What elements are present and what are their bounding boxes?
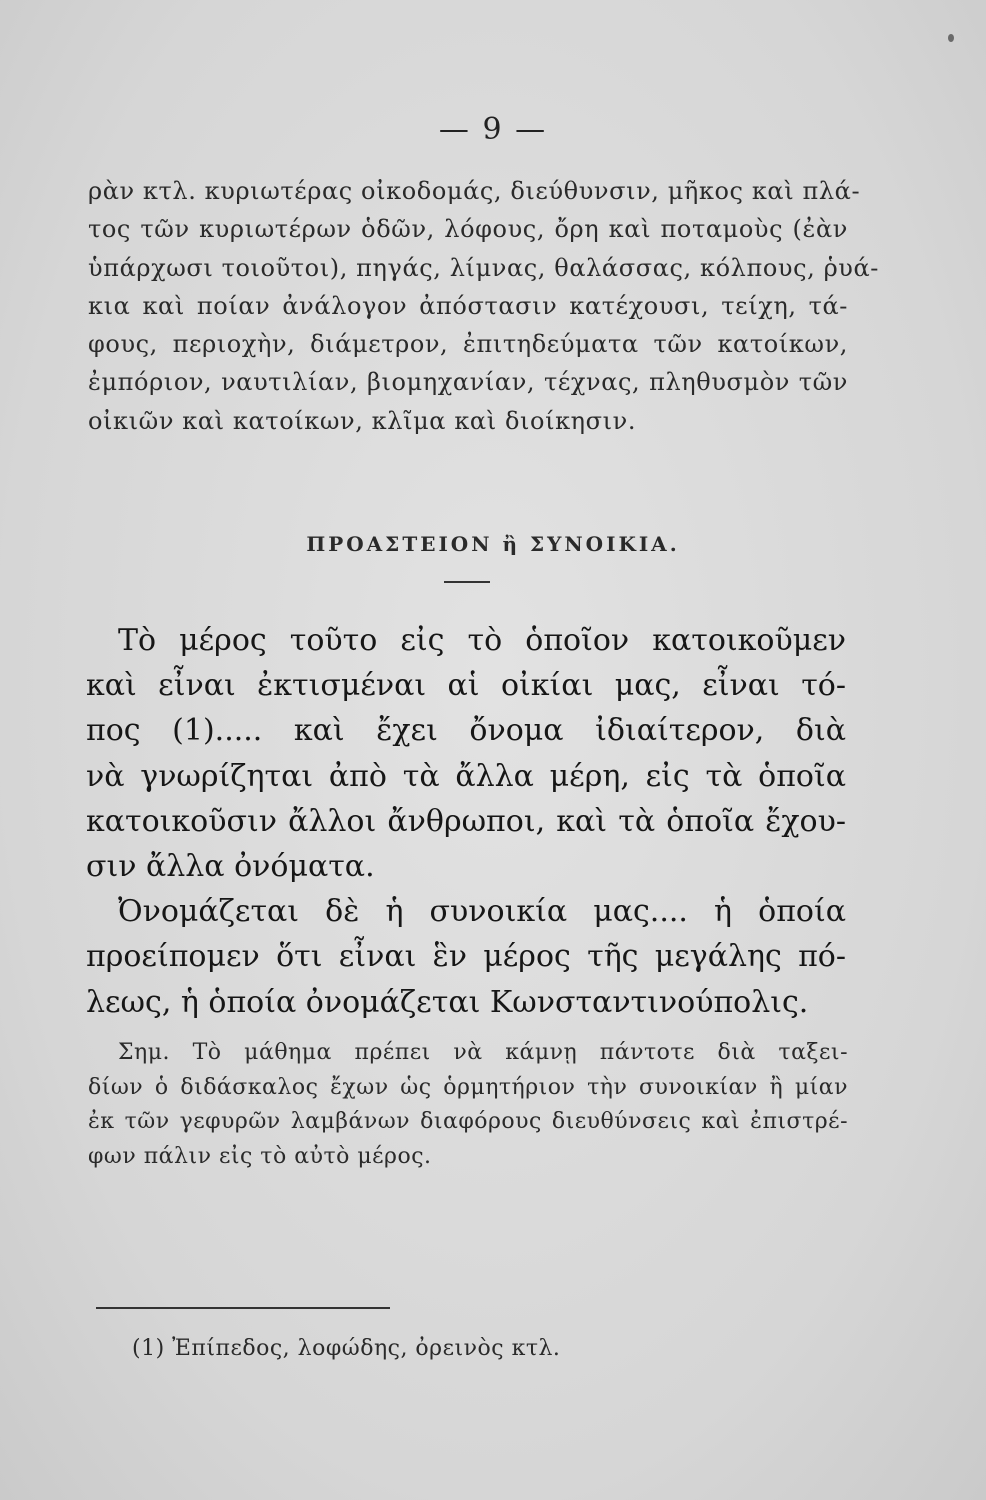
body-line: σιν ἄλλα ὀνόματα. xyxy=(86,849,375,885)
note-line: Σημ. Τὸ μάθημα πρέπει νὰ κάμνῃ πάντοτε διὰ ταξει- xyxy=(118,1040,848,1065)
intro-line: φους, περιοχὴν, διάμετρον, ἐπιτηδεύματα τῶν κατοίκων, xyxy=(88,330,848,359)
intro-paragraph xyxy=(88,172,879,440)
body-line: Ὀνομάζεται δὲ ἡ συνοικία μας.... ἡ ὁποία xyxy=(118,894,846,930)
footnote-divider xyxy=(96,1307,390,1309)
body-line: πος (1)..... καὶ ἔχει ὄνομα ἰδιαίτερον, διὰ xyxy=(86,713,846,749)
body-line: νὰ γνωρίζηται ἀπὸ τὰ ἄλλα μέρη, εἰς τὰ ὁποῖα xyxy=(86,758,846,794)
footnote: (1) Ἐπίπεδος, λοφώδης, ὀρεινὸς κτλ. xyxy=(132,1336,561,1361)
body-line: προείπομεν ὅτι εἶναι ἓν μέρος τῆς μεγάλης πό- xyxy=(86,939,846,975)
note-line: ἐκ τῶν γεφυρῶν λαμβάνων διαφόρους διευθύνσεις καὶ ἐπιστρέ- xyxy=(88,1109,848,1134)
body-line: κατοικοῦσιν ἄλλοι ἄνθρωποι, καὶ τὰ ὁποῖα ἔχου- xyxy=(86,803,846,839)
main-paragraph xyxy=(86,618,846,1025)
note-line: φων πάλιν εἰς τὸ αὐτὸ μέρος. xyxy=(88,1143,432,1169)
intro-line: τος τῶν κυριωτέρων ὁδῶν, λόφους, ὄρη καὶ ποταμοὺς (ἐὰν xyxy=(88,215,848,244)
heading-divider xyxy=(444,581,490,583)
body-line: λεως, ἡ ὁποία ὀνομάζεται Κωνσταντινούπολις. xyxy=(86,984,809,1020)
body-line: καὶ εἶναι ἐκτισμέναι αἱ οἰκίαι μας, εἶναι τό- xyxy=(86,668,846,704)
intro-line: ἐμπόριον, ναυτιλίαν, βιομηχανίαν, τέχνας, πληθυσμὸν τῶν xyxy=(88,368,848,397)
intro-line: ὑπάρχωσι τοιοῦτοι), πηγάς, λίμνας, θαλάσσας, κόλπους, ῥυά- xyxy=(88,253,879,282)
section-heading: ΠΡΟΑΣΤΕΙΟΝ ἢ ΣΥΝΟΙΚΙΑ. xyxy=(306,532,680,556)
intro-line: ρὰν κτλ. κυριωτέρας οἰκοδομάς, διεύθυνσιν, μῆκος καὶ πλά- xyxy=(88,177,861,205)
intro-line: κια καὶ ποίαν ἀνάλογον ἀπόστασιν κατέχουσι, τείχη, τά- xyxy=(88,291,848,320)
ink-speck xyxy=(948,34,954,42)
teacher-note xyxy=(88,1036,848,1174)
intro-line: οἰκιῶν καὶ κατοίκων, κλῖμα καὶ διοίκησιν. xyxy=(88,406,637,435)
note-line: δίων ὁ διδάσκαλος ἔχων ὡς ὁρμητήριον τὴν συνοικίαν ἢ μίαν xyxy=(88,1074,848,1100)
body-line: Τὸ μέρος τοῦτο εἰς τὸ ὁποῖον κατοικοῦμεν xyxy=(118,623,846,658)
page-number: — 9 — xyxy=(438,112,548,147)
